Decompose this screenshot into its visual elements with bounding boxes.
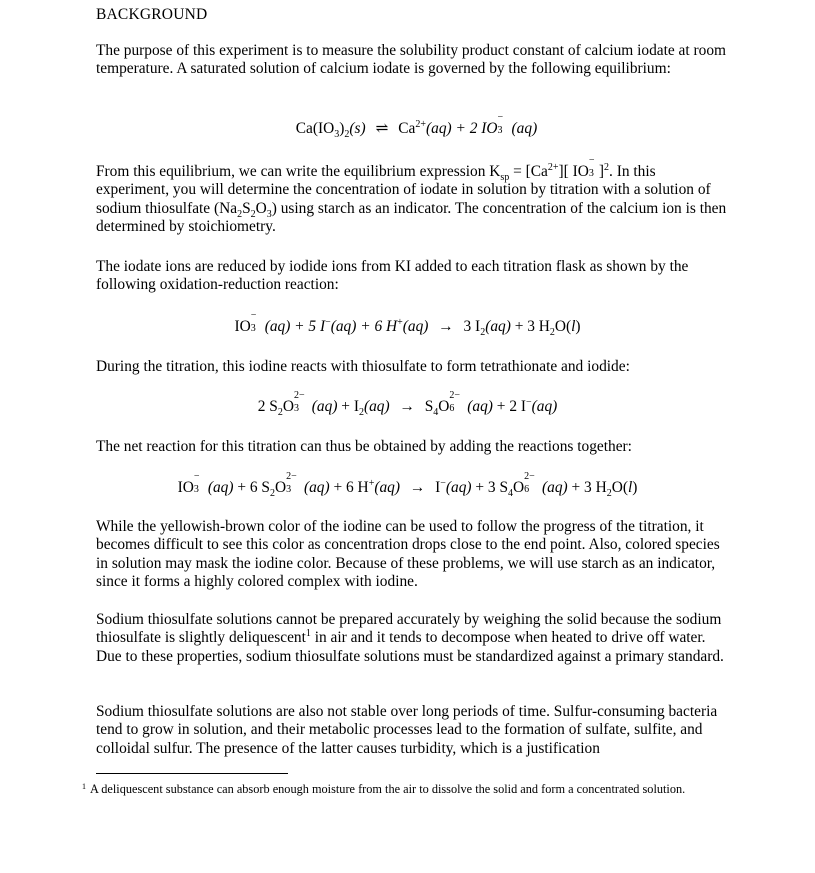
footnote-mark: 1: [82, 782, 86, 791]
equilibrium-arrow: ⇌: [375, 120, 389, 137]
net-reaction-paragraph: The net reaction for this titration can thus be obtained by adding the reactions together:: [96, 438, 632, 455]
footnote-text: A deliquescent substance can absorb enough moisture from the air to dissolve the solid and form a concentrated solution.: [90, 782, 686, 796]
section-heading: BACKGROUND: [96, 6, 208, 23]
standardization-paragraph: Sodium thiosulfate solutions cannot be prepared accurately by weighing the solid because the sodium thiosulfate is slightly deliquescent$^1$ in air and it tends to decompose when heated to drive off water. Due to these properties, sodium thiosulfate solutions must be standardized against a primary standard.: [96, 611, 724, 665]
redox-intro-paragraph: The iodate ions are reduced by iodide ions from KI added to each titration flask as shown by the following oxidation-reduction reaction:: [96, 258, 689, 294]
thiosulfate-iodine-equation: 2 $S_2O$ 2− 3 $(aq) + I_2(aq) \to S_4O$ 2− 6 (aq) + 2 I−(aq): [257, 390, 558, 419]
reaction-arrow: →: [409, 479, 426, 496]
equilibrium-equation: $Ca(IO_3)_2(s)$ ⇌ $Ca^{2+}(aq) + 2$ IO − 3 (aq): [295, 112, 538, 141]
titration-paragraph: During the titration, this iodine reacts with thiosulfate to form tetrathionate and iodide:: [96, 358, 630, 375]
footnote-reference: 1: [305, 628, 311, 640]
reaction-arrow: →: [438, 318, 454, 335]
ksp-paragraph: From this equilibrium, we can write the equilibrium expression $K_{sp} = [Ca^{2+}]$[ IO − 3 ]$^2$. In this experiment, you will determine the concentration of iodate in solution by titration with a solution of sodium thiosulfate $(Na_2S_2O_3)$ using starch as an indicator. The concentration of the calcium ion is then determined by stoichiometry.: [96, 155, 727, 236]
footnote-divider: [96, 773, 288, 774]
starch-paragraph: While the yellowish-brown color of the iodine can be used to follow the progress of the titration, it becomes difficult to see this color as concentration drops close to the end point. Also, colored species in solution may mask the iodine color. Because of these problems, we will use starch as an indicator, since it forms a highly colored complex with iodine.: [96, 518, 720, 591]
intro-paragraph: The purpose of this experiment is to measure the solubility product constant of calcium iodate at room temperature. A saturated solution of calcium iodate is governed by the following equilibrium:: [96, 42, 727, 78]
stability-paragraph: Sodium thiosulfate solutions are also not stable over long periods of time. Sulfur-consuming bacteria tend to grow in solution, and their metabolic processes lead to the formation of sulfate, sulfite, and colloidal sulfur. The presence of the latter causes turbidity, which is a justification: [96, 703, 718, 757]
net-reaction-equation: IO − 3 (aq) + 6 $S_2O$ 2− 3 (aq) + 6 H+(aq) → I−(aq) + 3 $S_4O$ 2− 6 (aq) + 3 $H_2O(l)$: [177, 471, 638, 500]
iodate-reduction-equation: IO − 3 (aq) + 5 I−(aq) + 6 H+(aq) → 3 $I_2(aq) + 3$ $H_2O(l)$: [234, 310, 581, 339]
footnote: [82, 781, 722, 797]
reaction-arrow: →: [399, 398, 415, 415]
